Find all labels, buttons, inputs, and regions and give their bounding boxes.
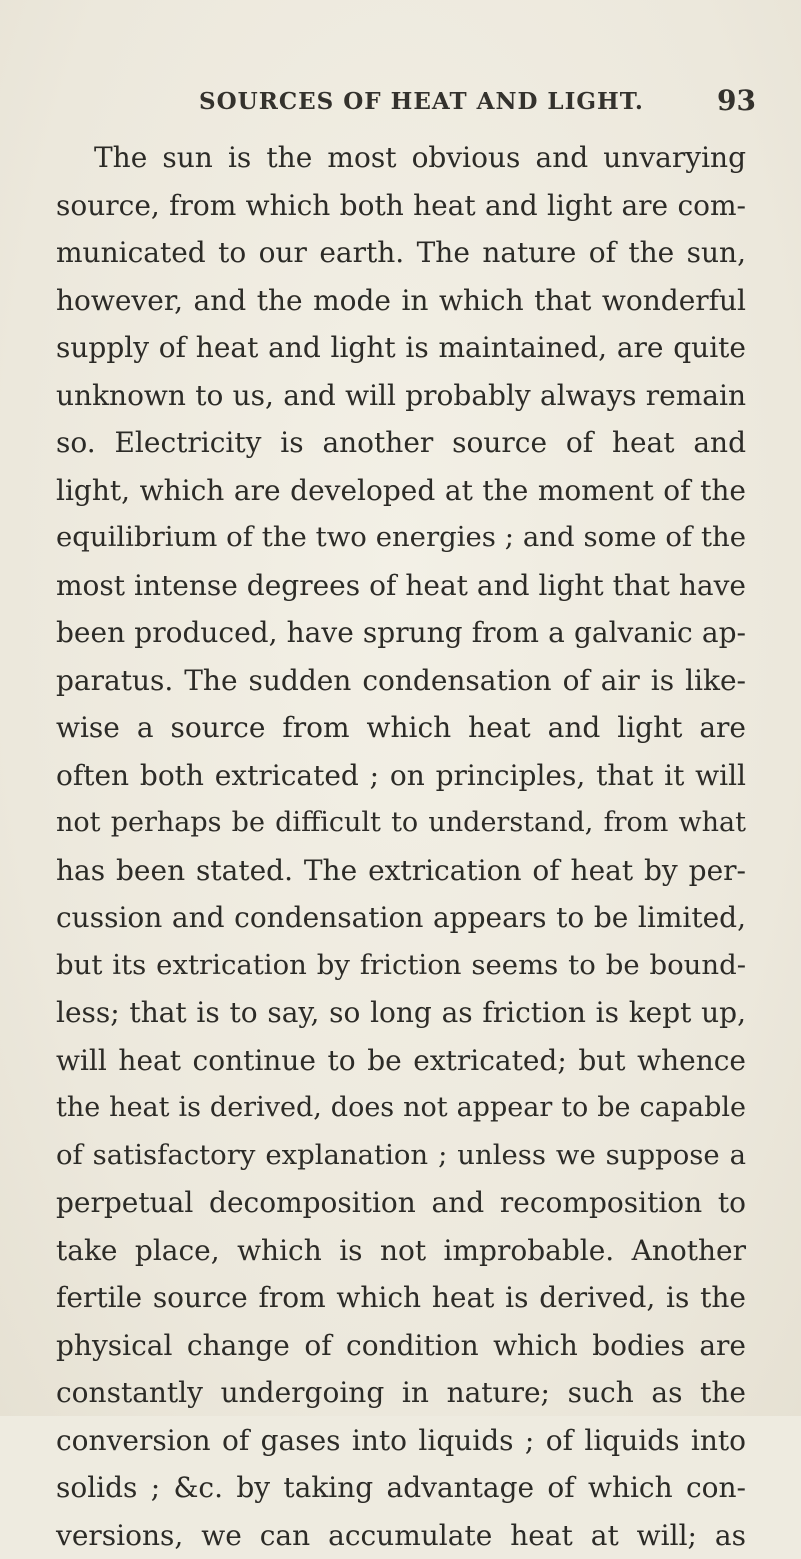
text-line: The sun is the most obvious and unvarying (56, 134, 746, 182)
body-paragraph (56, 134, 746, 1559)
text-line: paratus. The sudden condensation of air is like- (56, 657, 746, 705)
text-line: wise a source from which heat and light are (56, 704, 746, 752)
text-line: often both extricated ; on principles, that it will (56, 752, 746, 800)
text-line: versions, we can accumulate heat at will; as (56, 1512, 746, 1559)
text-line: perpetual decomposition and recomposition to (56, 1179, 746, 1227)
text-line: but its extrication by friction seems to be bound- (56, 942, 746, 990)
text-line: less; that is to say, so long as friction is kept up, (56, 989, 746, 1037)
text-line: will heat continue to be extricated; but whence (56, 1037, 746, 1085)
text-line: the heat is derived, does not appear to be capable (56, 1084, 746, 1132)
text-line: conversion of gases into liquids ; of liquids into (56, 1417, 746, 1465)
text-line: has been stated. The extrication of heat by per- (56, 847, 746, 895)
page-header (60, 88, 760, 124)
text-line: light, which are developed at the moment of the (56, 467, 746, 515)
text-line: physical change of condition which bodies are (56, 1322, 746, 1370)
text-line: constantly undergoing in nature; such as the (56, 1369, 746, 1417)
text-line: source, from which both heat and light are com- (56, 182, 746, 230)
text-line: equilibrium of the two energies ; and some of the (56, 514, 746, 562)
text-line: supply of heat and light is maintained, are quite (56, 324, 746, 372)
text-line: however, and the mode in which that wonderful (56, 277, 746, 325)
page-number: 93 (717, 84, 756, 117)
text-line: been produced, have sprung from a galvanic ap- (56, 609, 746, 657)
text-line: municated to our earth. The nature of the sun, (56, 229, 746, 277)
text-line: unknown to us, and will probably always remain (56, 372, 746, 420)
text-line: most intense degrees of heat and light that have (56, 562, 746, 610)
running-head: SOURCES OF HEAT AND LIGHT. (199, 88, 644, 115)
text-line: solids ; &c. by taking advantage of which con- (56, 1464, 746, 1512)
text-line: cussion and condensation appears to be limited, (56, 894, 746, 942)
text-line: take place, which is not improbable. Another (56, 1227, 746, 1275)
text-line: fertile source from which heat is derived, is the (56, 1274, 746, 1322)
text-line: of satisfactory explanation ; unless we suppose a (56, 1132, 746, 1180)
text-line: not perhaps be difficult to understand, from what (56, 799, 746, 847)
text-line: so. Electricity is another source of heat and (56, 419, 746, 467)
